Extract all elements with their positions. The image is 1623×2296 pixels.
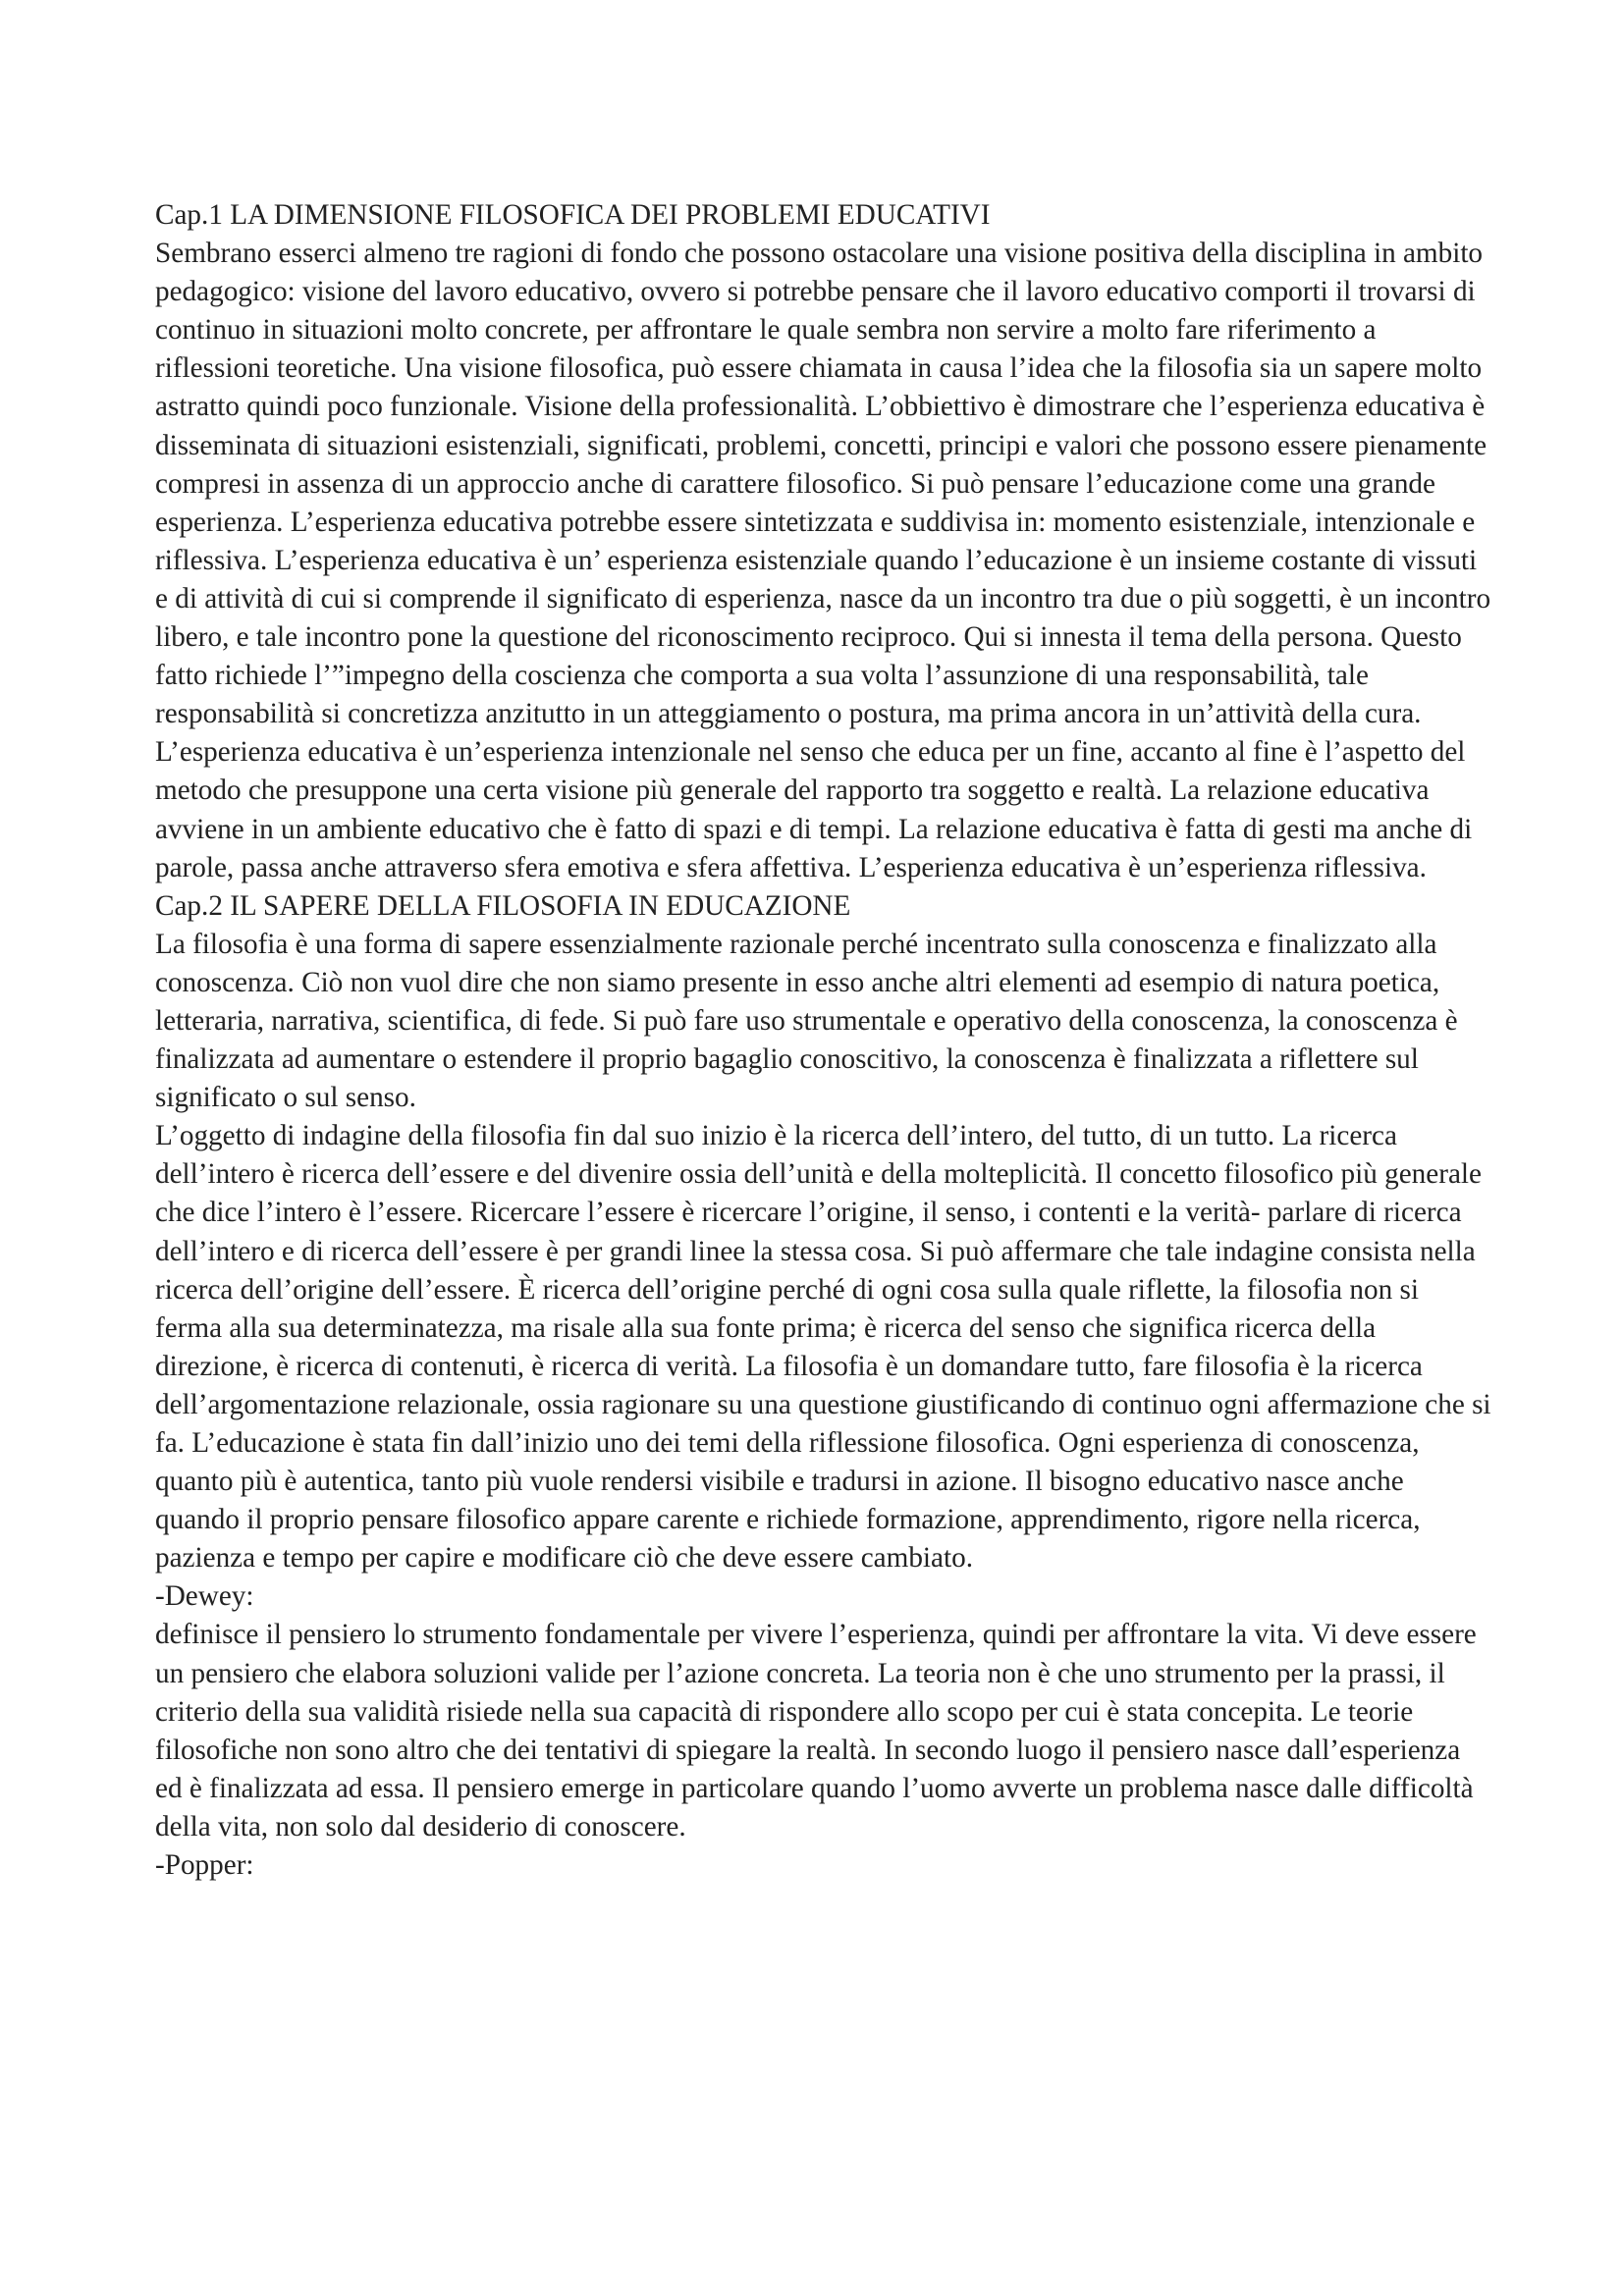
- chapter-1-paragraph: Sembrano esserci almeno tre ragioni di fondo che possono ostacolare una visione positiva della disciplina in ambito pedagogico: visione del lavoro educativo, ovvero si potrebbe pensare che il lavoro educativo comporti il trovarsi di continuo in situazioni molto concrete, per affrontare le quale sembra non servire a molto fare riferimento a riflessioni teoretiche. Una visione filosofica, può essere chiamata in causa l’idea che la filosofia sia un sapere molto astratto quindi poco funzionale. Visione della professionalità. L’obbiettivo è dimostrare che l’esperienza educativa è disseminata di situazioni esistenziali, significati, problemi, concetti, principi e valori che possono essere pienamente compresi in assenza di un approccio anche di carattere filosofico. Si può pensare l’educazione come una grande esperienza. L’esperienza educativa potrebbe essere sintetizzata e suddivisa in: momento esistenziale, intenzionale e riflessiva. L’esperienza educativa è un’ esperienza esistenziale quando l’educazione è un insieme costante di vissuti e di attività di cui si comprende il significato di esperienza, nasce da un incontro tra due o più soggetti, è un incontro libero, e tale incontro pone la questione del riconoscimento reciproco. Qui si innesta il tema della persona. Questo fatto richiede l’”impegno della coscienza che comporta a sua volta l’assunzione di una responsabilità, tale responsabilità si concretizza anzitutto in un atteggiamento o postura, ma prima ancora in un’attività della cura. L’esperienza educativa è un’esperienza intenzionale nel senso che educa per un fine, accanto al fine è l’aspetto del metodo che presuppone una certa visione più generale del rapporto tra soggetto e realtà. La relazione educativa avviene in un ambiente educativo che è fatto di spazi e di tempi. La relazione educativa è fatta di gesti ma anche di parole, passa anche attraverso sfera emotiva e sfera affettiva. L’esperienza educativa è un’esperienza riflessiva.: [155, 238, 1491, 883]
- chapter-2-paragraph-2: L’oggetto di indagine della filosofia fin dal suo inizio è la ricerca dell’intero, del tutto, di un tutto. La ricerca dell’intero è ricerca dell’essere e del divenire ossia dell’unità e della molteplicità. Il concetto filosofico più generale che dice l’intero è l’essere. Ricercare l’essere è ricercare l’origine, il senso, i contenti e la verità- parlare di ricerca dell’intero e di ricerca dell’essere è per grandi linee la stessa cosa. Si può affermare che tale indagine consista nella ricerca dell’origine dell’essere. È ricerca dell’origine perché di ogni cosa sulla quale riflette, la filosofia non si ferma alla sua determinatezza, ma risale alla sua fonte prima; è ricerca del senso che significa ricerca della direzione, è ricerca di contenuti, è ricerca di verità. La filosofia è un domandare tutto, fare filosofia è la ricerca dell’argomentazione relazionale, ossia ragionare su una questione giustificando di continuo ogni affermazione che si fa. L’educazione è stata fin dall’inizio uno dei temi della riflessione filosofica. Ogni esperienza di conoscenza, quanto più è autentica, tanto più vuole rendersi visibile e tradursi in azione. Il bisogno educativo nasce anche quando il proprio pensare filosofico appare carente e richiede formazione, apprendimento, rigore nella ricerca, pazienza e tempo per capire e modificare ciò che deve essere cambiato.: [155, 1120, 1491, 1575]
- document-page: [155, 196, 1492, 1885]
- dewey-paragraph: definisce il pensiero lo strumento fondamentale per vivere l’esperienza, quindi per affrontare la vita. Vi deve essere un pensiero che elabora soluzioni valide per l’azione concreta. La teoria non è che uno strumento per la prassi, il criterio della sua validità risiede nella sua capacità di rispondere allo scopo per cui è stata concepita. Le teorie filosofiche non sono altro che dei tentativi di spiegare la realtà. In secondo luogo il pensiero nasce dall’esperienza ed è finalizzata ad essa. Il pensiero emerge in particolare quando l’uomo avverte un problema nasce dalle difficoltà della vita, non solo dal desiderio di conoscere.: [155, 1619, 1477, 1842]
- popper-label: -Popper:: [155, 1849, 254, 1882]
- chapter-1-heading: Cap.1 LA DIMENSIONE FILOSOFICA DEI PROBLEMI EDUCATIVI: [155, 199, 991, 231]
- chapter-2-paragraph-1: La filosofia è una forma di sapere essenzialmente razionale perché incentrato sulla conoscenza e finalizzato alla conoscenza. Ciò non vuol dire che non siamo presente in esso anche altri elementi ad esempio di natura poetica, letteraria, narrativa, scientifica, di fede. Si può fare uso strumentale e operativo della conoscenza, la conoscenza è finalizzata ad aumentare o estendere il proprio bagaglio conoscitivo, la conoscenza è finalizzata a riflettere sul significato o sul senso.: [155, 928, 1458, 1114]
- dewey-label: -Dewey:: [155, 1580, 254, 1613]
- chapter-2-heading: Cap.2 IL SAPERE DELLA FILOSOFIA IN EDUCAZIONE: [155, 889, 851, 922]
